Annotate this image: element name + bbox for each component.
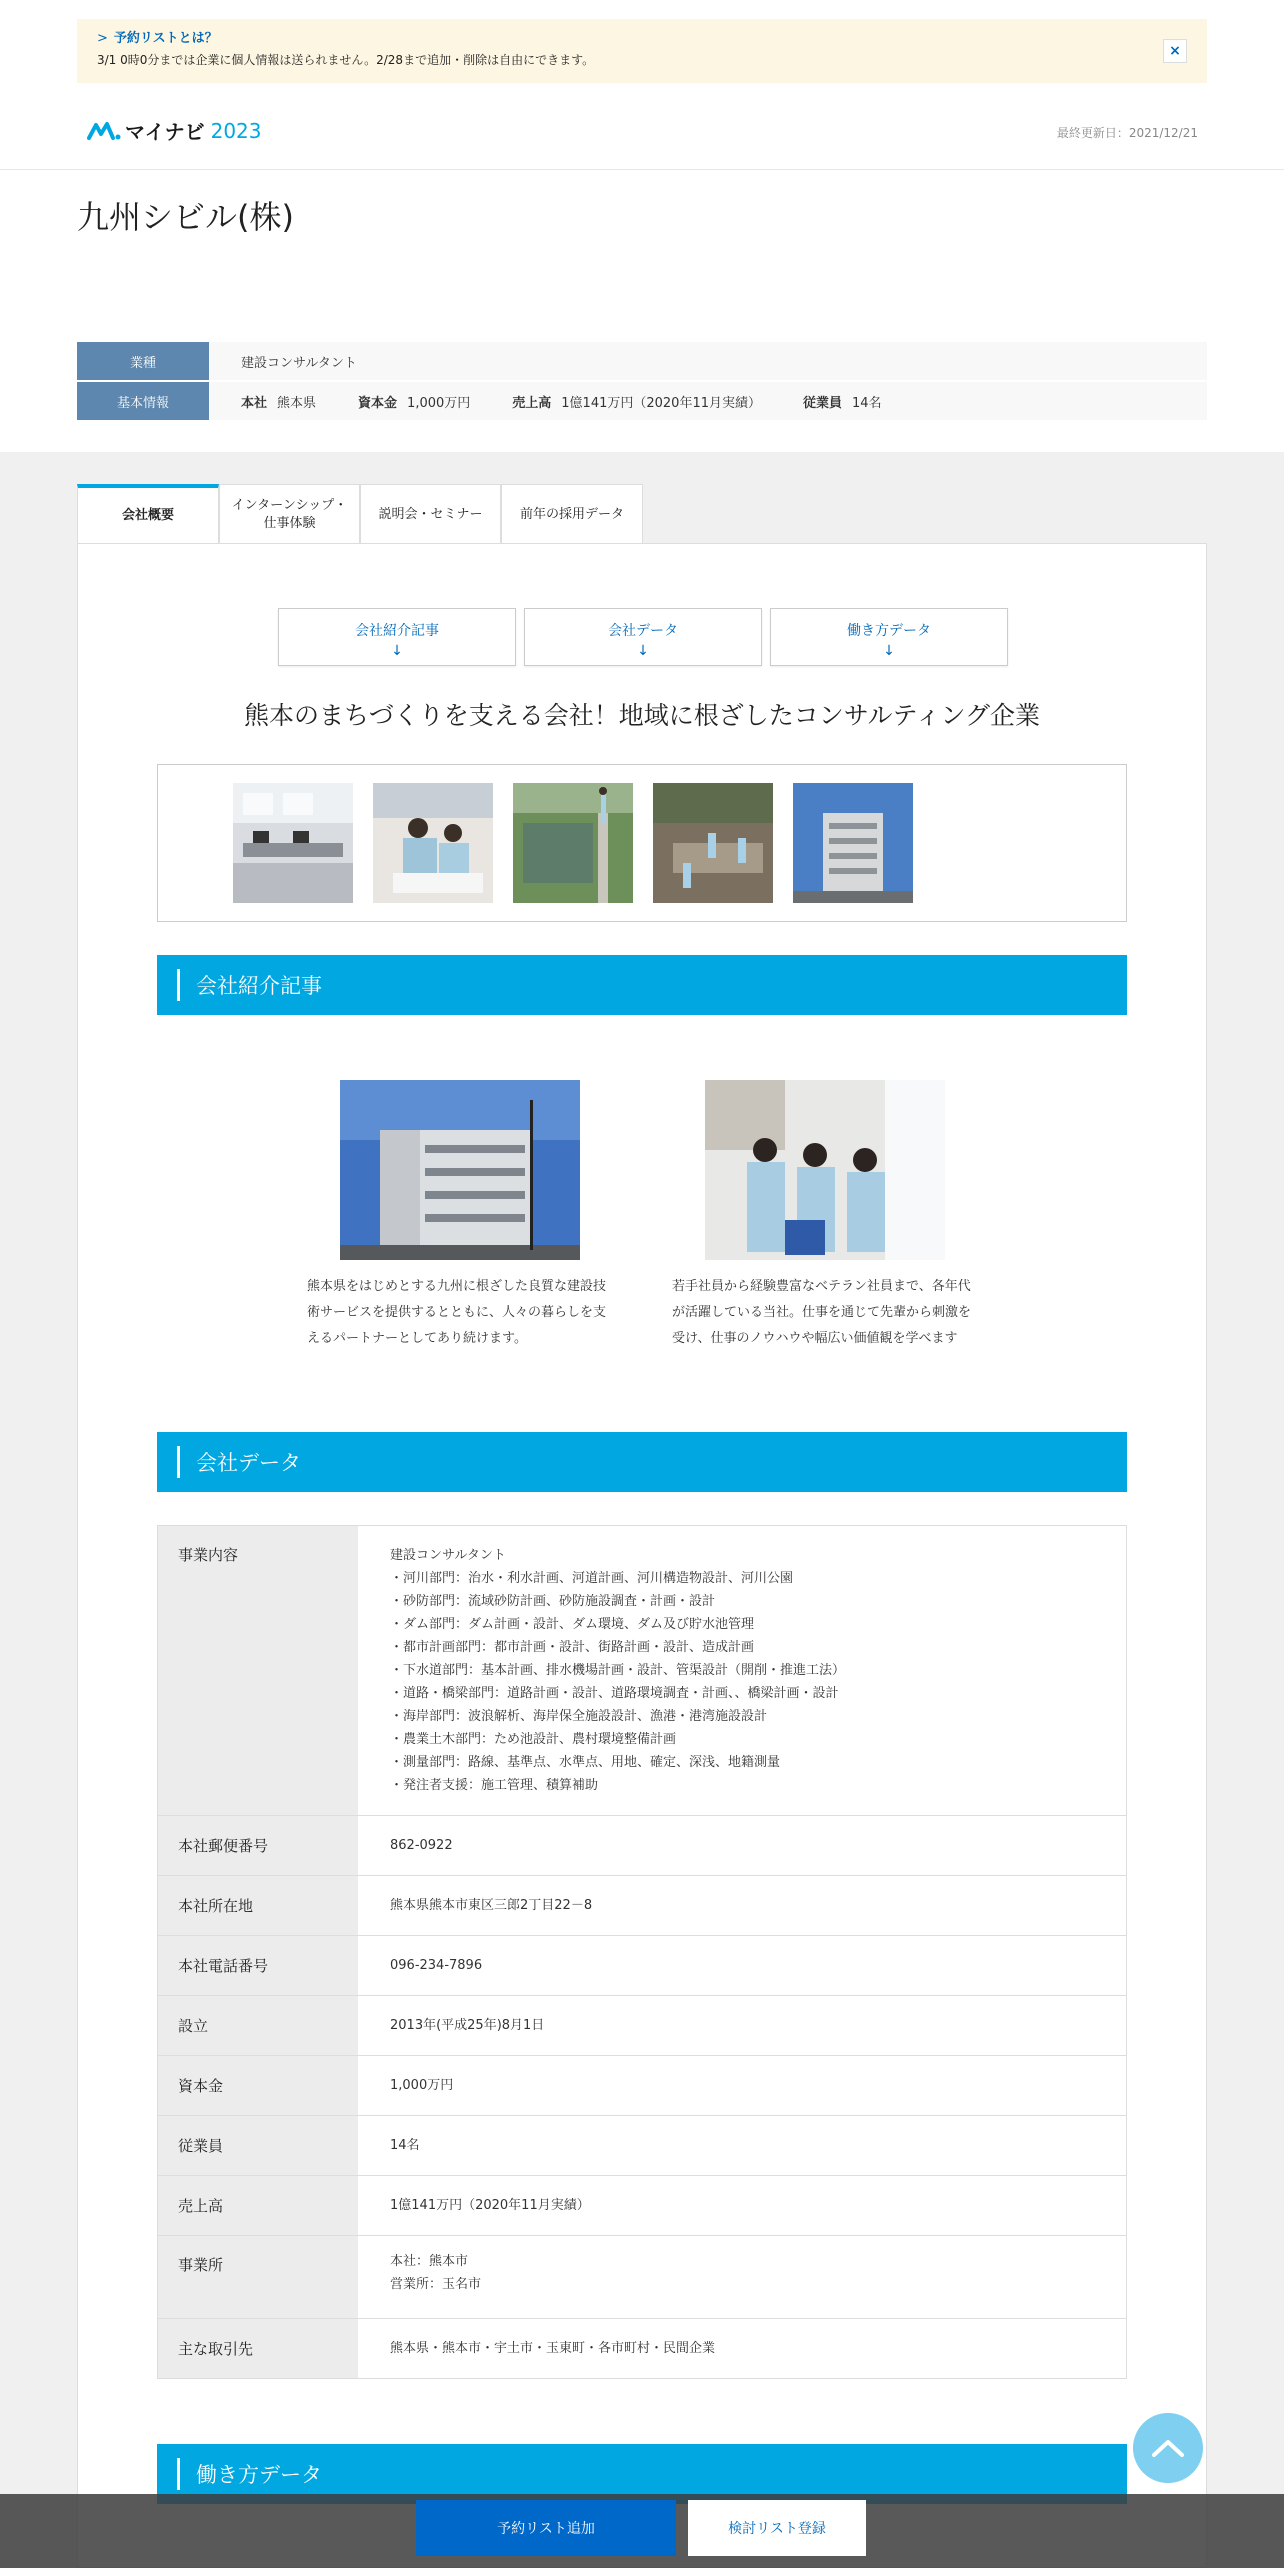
company-data-row bbox=[157, 2236, 1127, 2319]
company-data-row bbox=[157, 1816, 1127, 1876]
company-data-row bbox=[157, 2116, 1127, 2176]
hq-label: 本社 bbox=[241, 395, 268, 411]
employees-value: 14名 bbox=[852, 395, 882, 411]
company-data-value bbox=[358, 2176, 1126, 2235]
company-data-line: 熊本県・熊本市・宇土市・玉東町・各市町村・民間企業 bbox=[390, 2341, 716, 2356]
anchor-work-button[interactable] bbox=[770, 608, 1008, 666]
section-work-title: 働き方データ bbox=[196, 2463, 322, 2487]
company-data-label: 資本金 bbox=[158, 2056, 358, 2115]
industry-row bbox=[77, 342, 1207, 380]
notice-text: 3/1 0時0分までは企業に個人情報は送られません。2/28まで追加・削除は自由にできます。 bbox=[97, 53, 595, 67]
photo-gallery bbox=[157, 764, 1127, 922]
sales-label: 売上高 bbox=[512, 395, 552, 411]
site-header bbox=[0, 84, 1284, 170]
chevron-right-icon: > bbox=[97, 31, 108, 46]
field-survey-photo-thumbnail[interactable] bbox=[513, 783, 633, 903]
company-data-line: 1,000万円 bbox=[390, 2078, 454, 2093]
company-data-label: 売上高 bbox=[158, 2176, 358, 2235]
section-data-heading bbox=[157, 1432, 1127, 1492]
company-data-row bbox=[157, 2176, 1127, 2236]
industry-label: 業種 bbox=[77, 342, 209, 380]
staff-photo-thumbnail[interactable] bbox=[373, 783, 493, 903]
company-data-table bbox=[157, 1525, 1127, 2379]
company-data-value bbox=[358, 1996, 1126, 2055]
company-data-line: ・発注者支援：施工管理、積算補助 bbox=[390, 1778, 599, 1793]
scroll-to-top-button[interactable] bbox=[1133, 2413, 1203, 2483]
section-intro-title: 会社紹介記事 bbox=[196, 974, 322, 998]
company-data-row bbox=[157, 1996, 1127, 2056]
anchor-data-label: 会社データ bbox=[608, 623, 678, 639]
company-data-line: 096-234-7896 bbox=[390, 1958, 483, 1973]
notice-title-link[interactable] bbox=[97, 29, 1187, 49]
company-data-line: ・ダム部門：ダム計画・設計、ダム環境、ダム及び貯水池管理 bbox=[390, 1617, 755, 1632]
company-data-line: 熊本県熊本市東区三郎2丁目22－8 bbox=[390, 1898, 593, 1913]
company-data-line: ・砂防部門：流域砂防計画、砂防施設調査・計画・設計 bbox=[390, 1594, 716, 1609]
basic-info-label: 基本情報 bbox=[77, 382, 209, 420]
notice-banner bbox=[77, 19, 1207, 83]
anchor-nav bbox=[278, 608, 1016, 666]
logo-name: マイナビ bbox=[125, 120, 205, 144]
section-intro-heading bbox=[157, 955, 1127, 1015]
close-button[interactable]: × bbox=[1163, 39, 1187, 63]
company-data-row bbox=[157, 1876, 1127, 1936]
tab-previous-recruit-data[interactable]: 前年の採用データ bbox=[501, 484, 643, 544]
anchor-intro-button[interactable] bbox=[278, 608, 516, 666]
company-data-line: ・都市計画部門：都市計画・設計、街路計画・設計、造成計画 bbox=[390, 1640, 755, 1655]
company-data-value bbox=[358, 1526, 1126, 1815]
company-data-line: 2013年(平成25年)8月1日 bbox=[390, 2018, 545, 2033]
company-data-value bbox=[358, 1876, 1126, 1935]
notice-title[interactable]: 予約リストとは？ bbox=[113, 31, 218, 46]
basic-info-value bbox=[209, 382, 1207, 420]
company-data-line: ・道路・橋梁部門：道路計画・設計、道路環境調査・計画、、橋梁計画・設計 bbox=[390, 1686, 839, 1701]
company-data-value bbox=[358, 2056, 1126, 2115]
company-data-label: 事業内容 bbox=[158, 1526, 358, 1815]
company-data-line: ・海岸部門：波浪解析、海岸保全施設設計、漁港・港湾施設設計 bbox=[390, 1709, 768, 1724]
logo-year: 2023 bbox=[210, 118, 262, 143]
anchor-data-button[interactable] bbox=[524, 608, 762, 666]
company-data-value bbox=[358, 2319, 1126, 2378]
company-data-value bbox=[358, 1816, 1126, 1875]
capital-label: 資本金 bbox=[358, 395, 398, 411]
tab-seminar[interactable]: 説明会・セミナー bbox=[360, 484, 501, 544]
add-consideration-list-button[interactable]: 検討リスト登録 bbox=[688, 2500, 866, 2556]
arrow-down-icon: ↓ bbox=[637, 643, 649, 659]
article-staff-photo bbox=[705, 1080, 945, 1260]
tab-internship[interactable]: インターンシップ・ 仕事体験 bbox=[219, 484, 360, 544]
company-data-row bbox=[157, 2056, 1127, 2116]
river-survey-photo-thumbnail[interactable] bbox=[653, 783, 773, 903]
company-data-label: 事業所 bbox=[158, 2236, 358, 2318]
hq-value: 熊本県 bbox=[277, 395, 317, 411]
article-text-1: 熊本県をはじめとする九州に根ざした良質な建設技術サービスを提供するとともに、人々の暮らしを支えるパートナーとしてあり続けます。 bbox=[307, 1279, 607, 1346]
company-data-row bbox=[157, 1526, 1127, 1816]
tab-bar bbox=[77, 484, 643, 544]
company-data-line: 862-0922 bbox=[390, 1838, 453, 1853]
company-data-label: 本社所在地 bbox=[158, 1876, 358, 1935]
company-data-line: 14名 bbox=[390, 2138, 420, 2153]
building-photo-thumbnail[interactable] bbox=[793, 783, 913, 903]
company-data-line: 本社：熊本市 bbox=[390, 2254, 469, 2269]
company-data-line: ・測量部門：路線、基準点、水準点、用地、確定、深浅、地籍測量 bbox=[390, 1755, 781, 1770]
sales-value: 1億141万円（2020年11月実績） bbox=[561, 395, 761, 411]
last-updated: 最終更新日：2021/12/21 bbox=[1056, 126, 1198, 140]
company-data-line: ・農業土木部門：ため池設計、農村環境整備計画 bbox=[390, 1732, 677, 1747]
basic-info-row bbox=[77, 382, 1207, 420]
company-data-value bbox=[358, 2116, 1126, 2175]
industry-value: 建設コンサルタント bbox=[209, 342, 1207, 380]
employees-label: 従業員 bbox=[803, 395, 843, 411]
company-data-label: 設立 bbox=[158, 1996, 358, 2055]
company-data-line: ・下水道部門：基本計画、排水機場計画・設計、管渠設計（開削・推進工法） bbox=[390, 1663, 846, 1678]
company-summary-table bbox=[77, 342, 1207, 422]
article-text-2: 若手社員から経験豊富なベテラン社員まで、各年代が活躍している当社。仕事を通じて先輩から刺激を受け、仕事のノウハウや幅広い価値観を学べます bbox=[672, 1279, 972, 1346]
company-data-label: 本社郵便番号 bbox=[158, 1816, 358, 1875]
company-name: 九州シビル(株) bbox=[77, 198, 294, 236]
anchor-work-label: 働き方データ bbox=[847, 623, 931, 639]
add-reservation-list-button[interactable]: 予約リスト追加 bbox=[416, 2500, 676, 2556]
section-data-title: 会社データ bbox=[196, 1451, 301, 1475]
anchor-intro-label: 会社紹介記事 bbox=[355, 623, 439, 639]
tab-company-overview[interactable]: 会社概要 bbox=[77, 484, 219, 544]
company-data-row bbox=[157, 2319, 1127, 2379]
company-data-line: 1億141万円（2020年11月実績） bbox=[390, 2198, 590, 2213]
company-data-label: 本社電話番号 bbox=[158, 1936, 358, 1995]
bottom-action-bar bbox=[0, 2494, 1284, 2568]
capital-value: 1,000万円 bbox=[407, 395, 471, 411]
chevron-up-icon bbox=[1151, 2438, 1185, 2458]
mynavi-logo-icon bbox=[87, 120, 123, 142]
company-data-row bbox=[157, 1936, 1127, 1996]
company-data-line: ・河川部門：治水・利水計画、河道計画、河川構造物設計、河川公園 bbox=[390, 1571, 794, 1586]
company-data-line: 建設コンサルタント bbox=[390, 1548, 506, 1563]
company-data-value bbox=[358, 1936, 1126, 1995]
arrow-down-icon: ↓ bbox=[883, 643, 895, 659]
office-photo-thumbnail[interactable] bbox=[233, 783, 353, 903]
article-building-photo bbox=[340, 1080, 580, 1260]
catch-copy: 熊本のまちづくりを支える会社！地域に根ざしたコンサルティング企業 bbox=[243, 701, 1040, 730]
arrow-down-icon: ↓ bbox=[391, 643, 403, 659]
company-data-label: 従業員 bbox=[158, 2116, 358, 2175]
company-data-line: 営業所：玉名市 bbox=[390, 2277, 482, 2292]
company-data-value bbox=[358, 2236, 1126, 2318]
company-data-label: 主な取引先 bbox=[158, 2319, 358, 2378]
logo[interactable] bbox=[87, 116, 262, 145]
